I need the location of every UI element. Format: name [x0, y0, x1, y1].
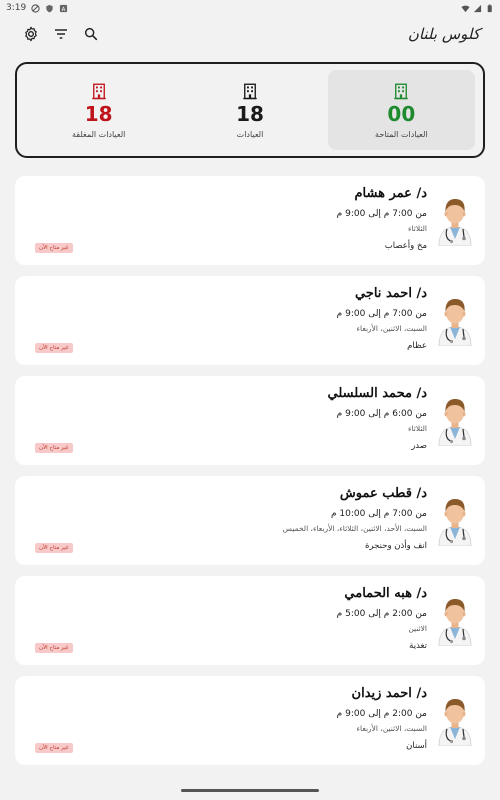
app-bar-actions — [22, 25, 100, 43]
shield-icon — [45, 4, 54, 13]
stat-label: العيادات — [236, 129, 264, 139]
stat-label: العيادات المغلقة — [72, 129, 126, 139]
doctor-days: السبت، الاثنين، الأربعاء — [356, 724, 427, 733]
status-badge: غير متاح الآن — [35, 343, 73, 353]
status-bar — [0, 0, 500, 16]
search-icon — [83, 26, 99, 42]
gear-icon — [23, 26, 39, 42]
search-button[interactable] — [82, 25, 100, 43]
doctor-info — [337, 185, 427, 252]
building-icon — [392, 82, 410, 100]
doctor-avatar-icon — [435, 194, 475, 246]
doctor-days: الثلاثاء — [407, 224, 427, 233]
doctor-list — [15, 176, 485, 776]
doctor-avatar-icon — [435, 594, 475, 646]
doctor-avatar-icon — [435, 294, 475, 346]
status-badge: غير متاح الآن — [35, 743, 73, 753]
filter-icon — [53, 26, 69, 42]
app-title: كلوس بلنان — [407, 25, 480, 43]
doctor-days: الثلاثاء — [407, 424, 427, 433]
doctor-hours: من 2:00 م إلى 5:00 م — [336, 609, 427, 619]
doctor-card[interactable] — [15, 376, 485, 465]
status-time: 3:19 — [6, 3, 27, 13]
doctor-name: د/ قطب عموش — [339, 486, 427, 501]
doctor-info — [337, 585, 427, 652]
stat-closed-clinics[interactable] — [25, 70, 172, 150]
doctor-name: د/ احمد ناجي — [354, 286, 427, 301]
doctor-specialty: أسنان — [406, 741, 427, 751]
clinics-summary — [15, 62, 485, 158]
doctor-specialty: انف وأذن وحنجرة — [365, 541, 427, 551]
doctor-specialty: مخ وأعصاب — [384, 241, 427, 251]
doctor-card[interactable] — [15, 176, 485, 265]
doctor-specialty: صدر — [411, 441, 427, 451]
stat-label: العيادات المتاحة — [375, 129, 428, 139]
home-indicator[interactable] — [181, 789, 319, 792]
wifi-icon — [461, 4, 470, 13]
doctor-info — [328, 385, 428, 452]
battery-icon — [485, 4, 494, 13]
doctor-name: د/ هبه الحمامي — [344, 586, 427, 601]
status-left — [6, 3, 68, 13]
app-bar — [0, 16, 500, 52]
status-badge: غير متاح الآن — [35, 243, 73, 253]
doctor-info — [337, 285, 427, 352]
keyboard-a-icon — [59, 4, 68, 13]
doctor-card[interactable] — [15, 676, 485, 765]
do-not-disturb-icon — [31, 4, 40, 13]
doctor-avatar-icon — [435, 694, 475, 746]
doctor-hours: من 7:00 م إلى 9:00 م — [336, 209, 427, 219]
doctor-name: د/ احمد زيدان — [351, 686, 427, 701]
doctor-card[interactable] — [15, 276, 485, 365]
doctor-info — [283, 485, 427, 552]
settings-button[interactable] — [22, 25, 40, 43]
doctor-hours: من 2:00 م إلى 9:00 م — [336, 709, 427, 719]
doctor-avatar-icon — [435, 494, 475, 546]
doctor-days: الاثنين — [408, 624, 427, 633]
stat-value: 00 — [387, 101, 416, 126]
doctor-name: د/ عمر هشام — [354, 186, 427, 201]
doctor-days: السبت، الاثنين، الأربعاء — [356, 324, 427, 333]
doctor-card[interactable] — [15, 476, 485, 565]
doctor-days: السبت، الأحد، الاثنين، الثلاثاء، الأربعاء، الخميس — [282, 524, 427, 533]
doctor-card[interactable] — [15, 576, 485, 665]
status-right — [461, 4, 494, 13]
stat-available-clinics[interactable] — [328, 70, 475, 150]
filter-button[interactable] — [52, 25, 70, 43]
building-icon — [90, 82, 108, 100]
stat-value: 18 — [236, 101, 264, 126]
building-icon — [241, 82, 259, 100]
stat-all-clinics[interactable] — [176, 70, 323, 150]
status-badge: غير متاح الآن — [35, 643, 73, 653]
status-badge: غير متاح الآن — [35, 543, 73, 553]
status-badge: غير متاح الآن — [35, 443, 73, 453]
doctor-specialty: عظام — [407, 341, 427, 351]
doctor-specialty: تغذية — [409, 641, 427, 651]
doctor-name: د/ محمد السلسلي — [327, 386, 427, 401]
doctor-avatar-icon — [435, 394, 475, 446]
doctor-info — [337, 685, 427, 752]
doctor-hours: من 7:00 م إلى 10:00 م — [330, 509, 427, 519]
doctor-hours: من 7:00 م إلى 9:00 م — [336, 309, 427, 319]
svg-text:A: A — [61, 6, 66, 13]
doctor-hours: من 6:00 م إلى 9:00 م — [336, 409, 427, 419]
signal-icon — [473, 4, 482, 13]
stat-value: 18 — [84, 101, 113, 126]
